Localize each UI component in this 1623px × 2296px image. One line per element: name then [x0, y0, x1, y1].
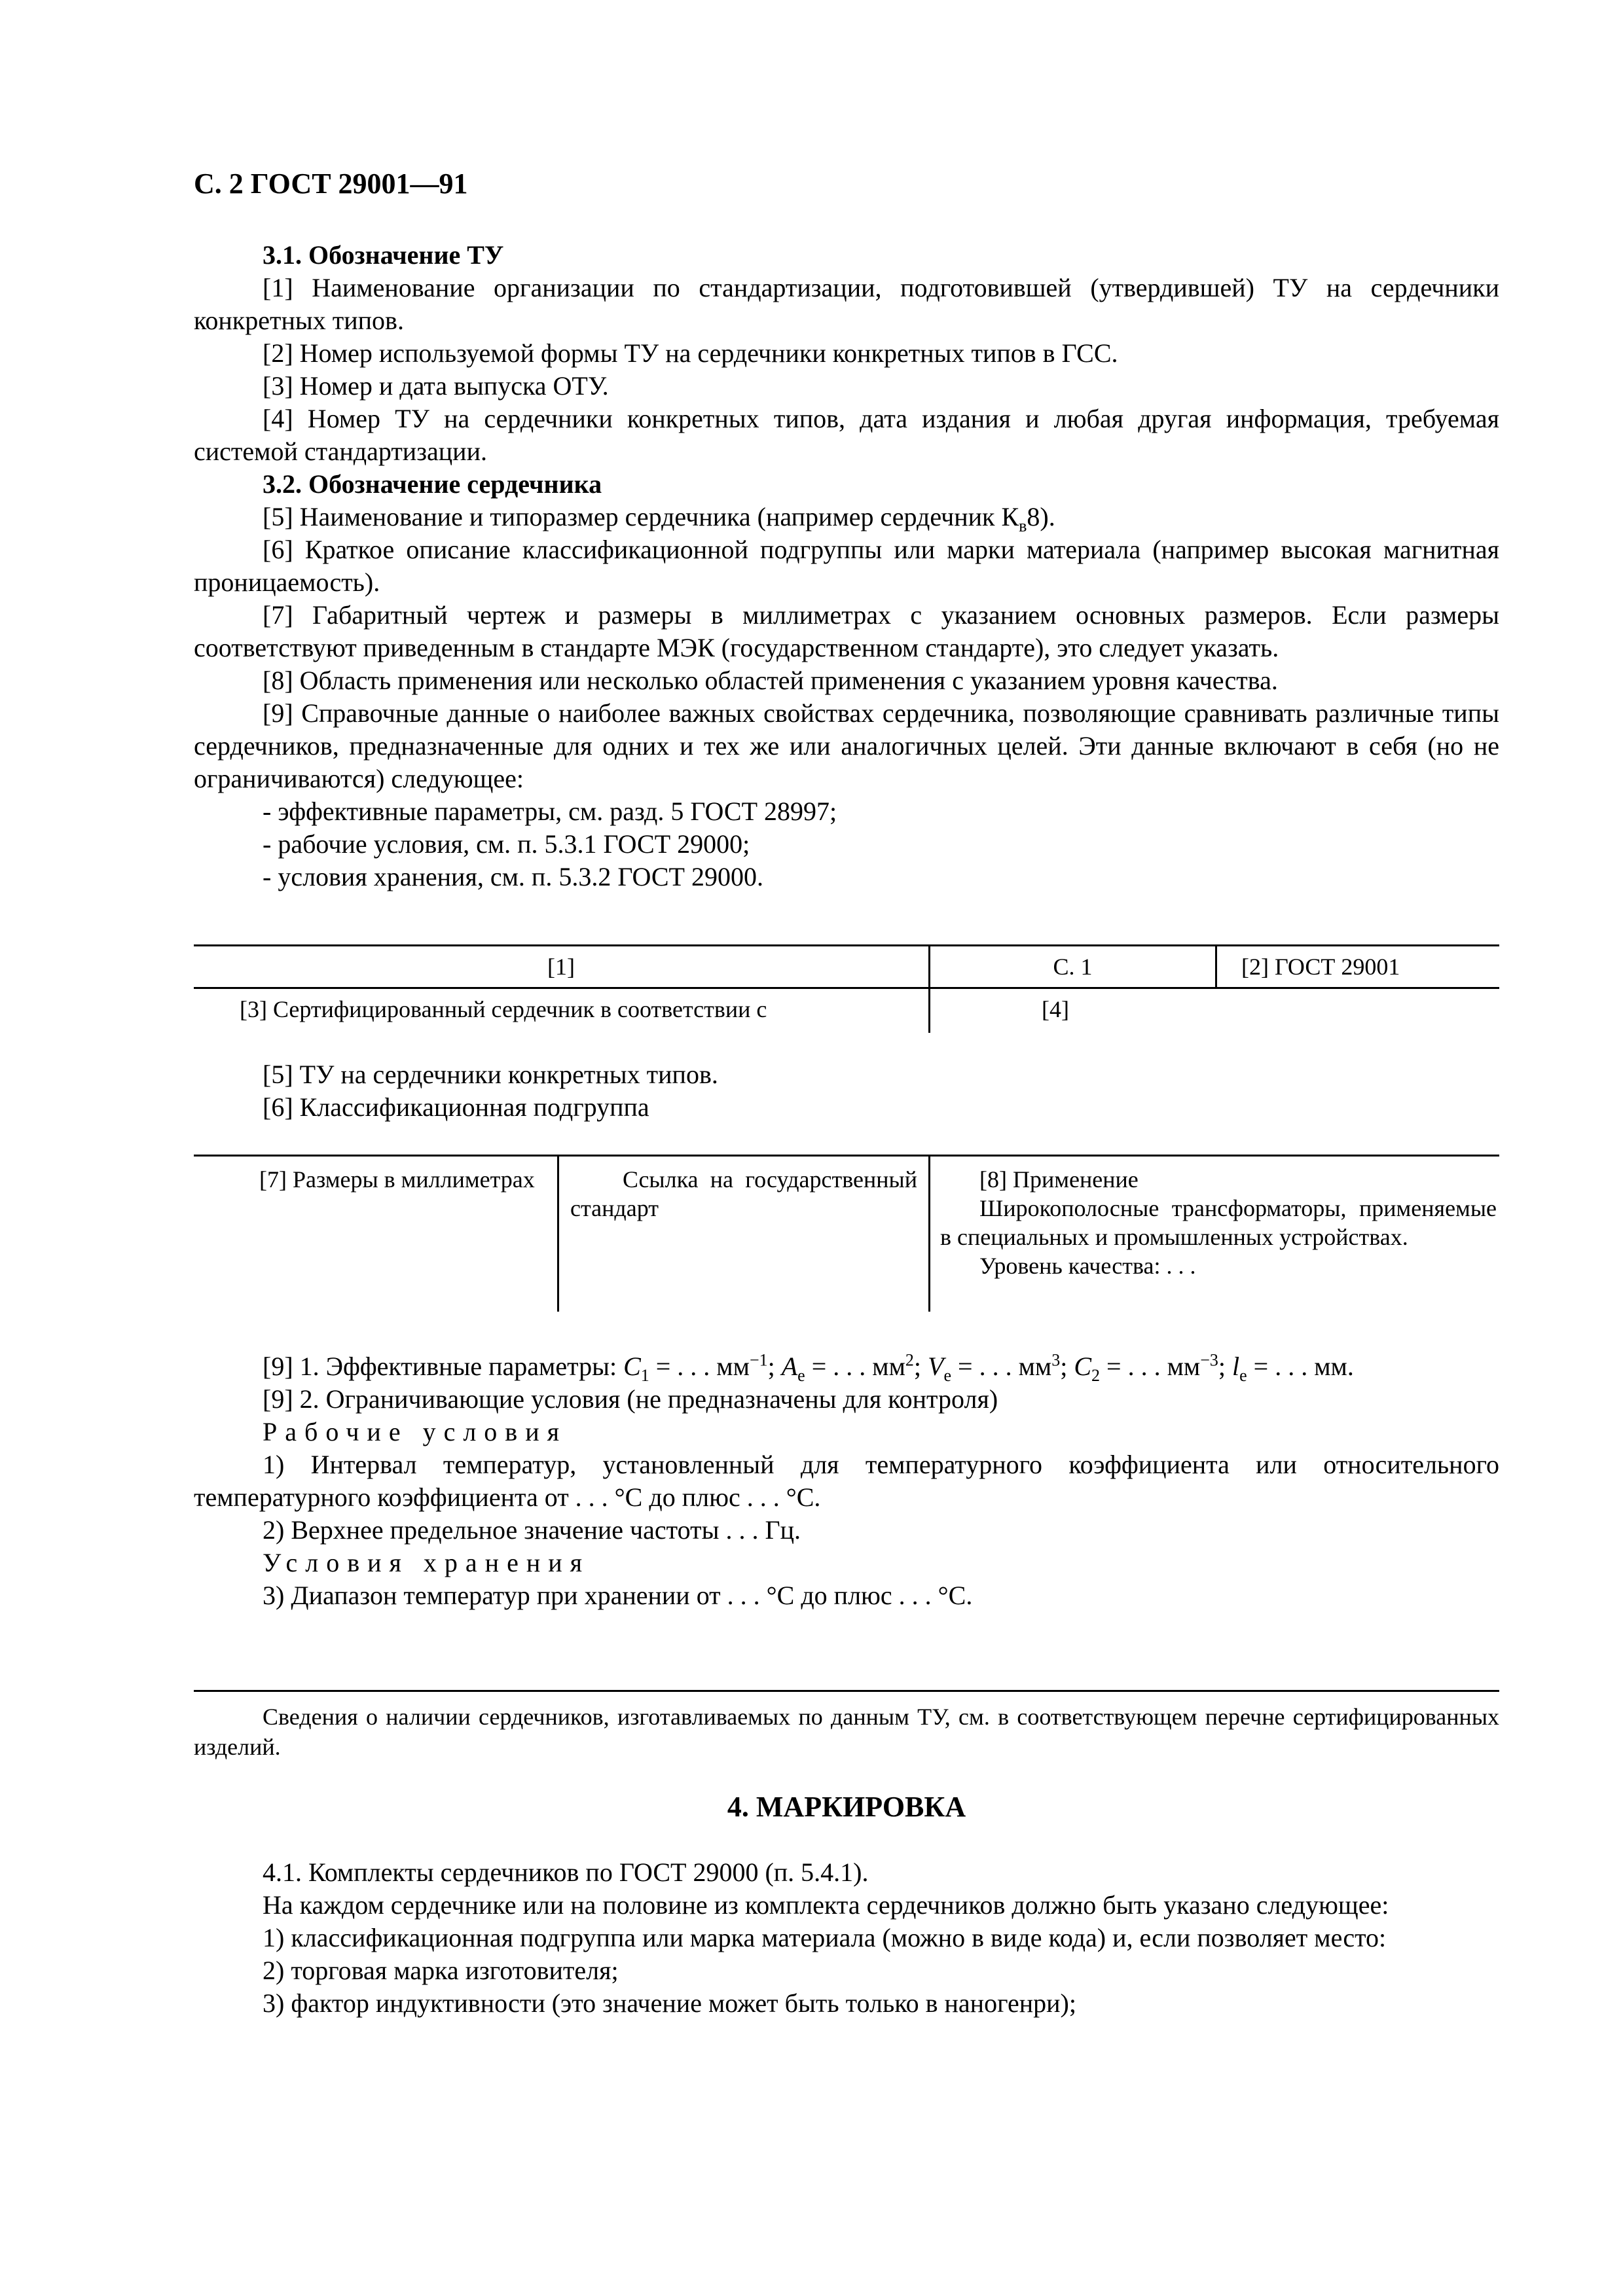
section-4 — [194, 1856, 1499, 2020]
limits-title: [9] 2. Ограничивающие условия (не предназначены для контроля) — [263, 1384, 998, 1414]
bullet-2: - рабочие условия, см. п. 5.3.1 ГОСТ 29000; — [263, 829, 750, 859]
item-9: [9] Справочные данные о наиболее важных свойствах сердечника, позволяющие сравнивать различные типы сердечников, предназначенные для одних и тех же или аналогичных целей. Эти данные включают в себя (но не ограничиваются) следующее: — [194, 698, 1499, 793]
item-2: [2] Номер используемой формы ТУ на сердечники конкретных типов в ГСС. — [263, 338, 1118, 368]
application-text: Широкополосные трансформаторы, применяемые в специальных и промышленных устройствах. — [940, 1195, 1497, 1250]
form-mid-divider-2 — [928, 1155, 930, 1312]
mid-lines — [194, 1058, 1499, 1124]
marking-item-2: 2) торговая марка изготовителя; — [263, 1956, 619, 1985]
item-5: [5] Наименование и типоразмер сердечника (например сердечник $К_в8$). — [263, 502, 1055, 535]
quality-level: Уровень качества: . . . — [979, 1253, 1196, 1279]
availability-note: Сведения о наличии сердечников, изготавливаемых по данным ТУ, см. в соответствующем перечне сертифицированных изделий. — [194, 1704, 1499, 1760]
form-cell-dimensions: [7] Размеры в миллиметрах — [259, 1166, 535, 1193]
item-8: [8] Область применения или несколько областей применения с указанием уровня качества. — [263, 666, 1278, 695]
limits-item-3: 3) Диапазон температур при хранении от . . . °С до плюс . . . °С. — [263, 1581, 973, 1610]
section-4-p1: 4.1. Комплекты сердечников по ГОСТ 29000 (п. 5.4.1). — [263, 1857, 869, 1887]
effective-parameters: [9] 1. Эффективные параметры: $C_1$ = . . . $мм^{-1}$; $A_e$ = . . . $мм^2$; $V_e$ = . . . $мм^3$; $C_2$ = . . . $мм^{-3}$; $l_e$ = . . . мм. — [263, 1350, 1354, 1385]
note-rule — [194, 1690, 1499, 1692]
note-block — [194, 1702, 1499, 1762]
item-1: [1] Наименование организации по стандартизации, подготовившей (утвердившей) ТУ на сердечники конкретных типов. — [194, 273, 1499, 335]
section-3-2-title: 3.2. Обозначение сердечника — [263, 469, 602, 499]
bullet-1: - эффективные параметры, см. разд. 5 ГОСТ 28997; — [263, 797, 837, 826]
form-top-rule-1 — [194, 944, 1499, 946]
form-top-divider-2 — [1215, 944, 1217, 987]
form-mid-divider-1 — [557, 1155, 559, 1312]
marking-item-3: 3) фактор индуктивности (это значение может быть только в наногенри); — [263, 1988, 1076, 2018]
bullet-3: - условия хранения, см. п. 5.3.2 ГОСТ 29000. — [263, 862, 763, 891]
limits-item-1: 1) Интервал температур, установленный для температурного коэффициента или относительного температурного коэффициента от . . . °С до плюс . . . °С. — [194, 1450, 1499, 1512]
section-4-p2: На каждом сердечнике или на половине из комплекта сердечников должно быть указано следующее: — [263, 1890, 1389, 1920]
item-4: [4] Номер ТУ на сердечники конкретных типов, дата издания и любая другая информация, требуемая системой стандартизации. — [194, 404, 1499, 466]
mid-line-2: [6] Классификационная подгруппа — [263, 1092, 649, 1122]
storage-conditions-heading: Условия хранения — [263, 1548, 591, 1577]
item-3: [3] Номер и дата выпуска ОТУ. — [263, 371, 609, 401]
item-7: [7] Габаритный чертеж и размеры в миллиметрах с указанием основных размеров. Если размеры соответствуют приведенным в стандарте МЭК (государственном стандарте), это следует указать. — [194, 600, 1499, 662]
mid-line-1: [5] ТУ на сердечники конкретных типов. — [263, 1060, 718, 1089]
form-cell-org: [1] — [547, 954, 575, 980]
limits-item-2: 2) Верхнее предельное значение частоты . . . Гц. — [263, 1515, 801, 1545]
form-cell-reference: Ссылка на государственный стандарт — [570, 1166, 917, 1221]
form-cell-page: С. 1 — [1053, 954, 1093, 980]
section-3-1 — [194, 239, 1499, 893]
form-cell-certified: [3] Сертифицированный сердечник в соответствии с — [240, 996, 767, 1022]
work-conditions-heading: Рабочие условия — [263, 1417, 567, 1446]
parameters-block — [194, 1350, 1499, 1612]
form-cell-tu-number: [4] — [1042, 996, 1069, 1022]
form-mid-rule — [194, 1155, 1499, 1157]
item-6: [6] Краткое описание классификационной подгруппы или марки материала (например высокая магнитная проницаемость). — [194, 535, 1499, 597]
form-cell-standard: [2] ГОСТ 29001 — [1241, 954, 1400, 980]
section-4-title: 4. МАРКИРОВКА — [727, 1791, 966, 1823]
marking-item-1: 1) классификационная подгруппа или марка материала (можно в виде кода) и, если позволяет место: — [263, 1923, 1387, 1952]
section-3-1-title: 3.1. Обозначение ТУ — [263, 240, 504, 270]
form-top-rule-2 — [194, 987, 1499, 989]
application-title: [8] Применение — [979, 1166, 1139, 1193]
page-header: С. 2 ГОСТ 29001—91 — [194, 168, 468, 200]
form-cell-application — [940, 1165, 1497, 1280]
